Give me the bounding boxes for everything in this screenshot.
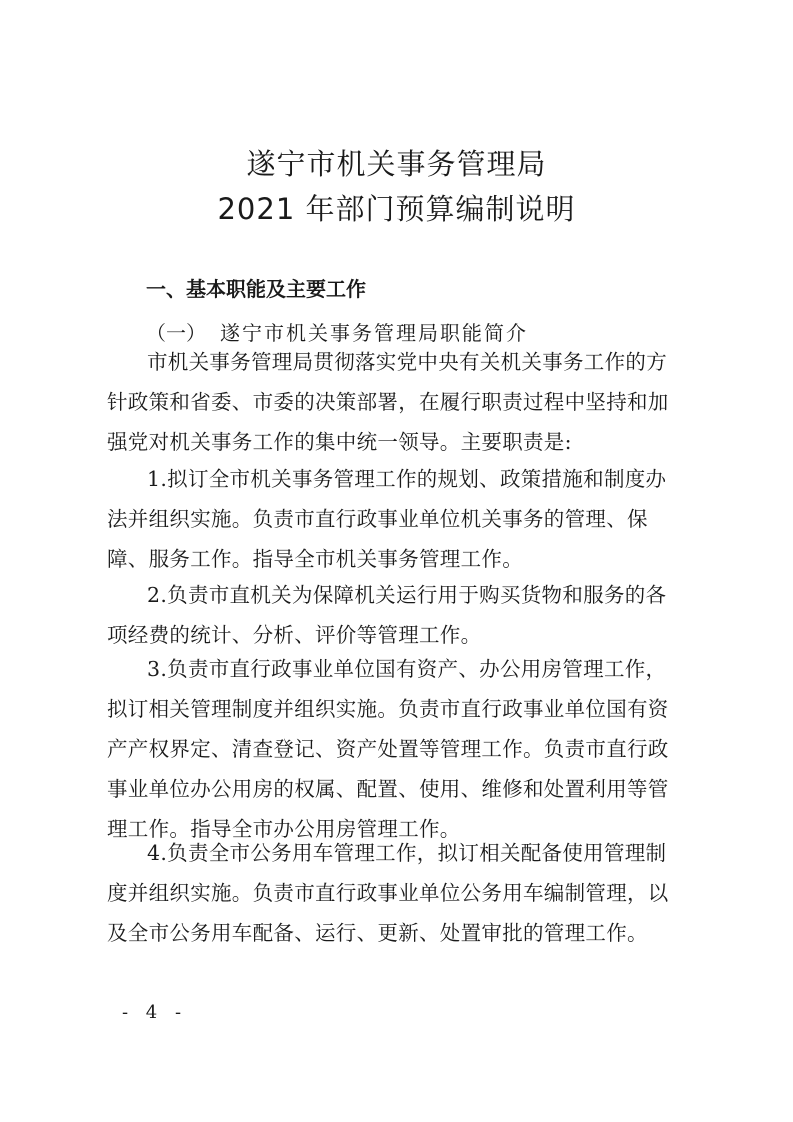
paragraph-duty-2 (107, 575, 687, 655)
paragraph-line: 针政策和省委、市委的决策部署，在履行职责过程中坚持和加 (107, 390, 669, 414)
sub-heading-text: 遂宁市机关事务管理局职能简介 (220, 321, 528, 345)
paragraph-line: 市机关事务管理局贯彻落实党中央有关机关事务工作的方 (147, 350, 667, 374)
paragraph-line: 拟订相关管理制度并组织实施。负责市直行政事业单位国有资 (107, 697, 669, 721)
paragraph-line: 产产权界定、清查登记、资产处置等管理工作。负责市直行政 (107, 737, 669, 761)
paragraph-line: 3.负责市直行政事业单位国有资产、办公用房管理工作， (147, 657, 667, 681)
paragraph-line: 理工作。指导全市办公用房管理工作。 (107, 817, 461, 841)
paragraph-line: 项经费的统计、分析、评价等管理工作。 (107, 623, 482, 647)
paragraph-line: 事业单位办公用房的权属、配置、使用、维修和处置利用等管 (107, 777, 669, 801)
page-number: - 4 - (122, 1002, 188, 1023)
paragraph-line: 度并组织实施。负责市直行政事业单位公务用车编制管理，以 (107, 881, 669, 905)
paragraph-line: 2.负责市直机关为保障机关运行用于购买货物和服务的各 (147, 583, 667, 607)
paragraph-line: 4.负责全市公务用车管理工作，拟订相关配备使用管理制 (147, 841, 667, 865)
document-title-line2: 2021 年部门预算编制说明 (217, 192, 576, 226)
paragraph-duty-3 (107, 649, 687, 849)
document-title-line1: 遂宁市机关事务管理局 (246, 147, 547, 181)
paragraph-line: 1.拟订全市机关事务管理工作的规划、政策措施和制度办 (147, 467, 667, 491)
paragraph-line: 强党对机关事务工作的集中统一领导。主要职责是: (107, 430, 572, 454)
paragraph-line: 法并组织实施。负责市直行政事业单位机关事务的管理、保 (107, 507, 648, 531)
section-heading: 一、基本职能及主要工作 (146, 277, 366, 301)
paragraph-duty-4 (107, 833, 687, 953)
sub-heading-number: （一） (146, 321, 206, 345)
paragraph-intro (107, 342, 687, 462)
paragraph-line: 障、服务工作。指导全市机关事务管理工作。 (107, 547, 523, 571)
paragraph-duty-1 (107, 459, 687, 579)
paragraph-line: 及全市公务用车配备、运行、更新、处置审批的管理工作。 (107, 921, 648, 945)
